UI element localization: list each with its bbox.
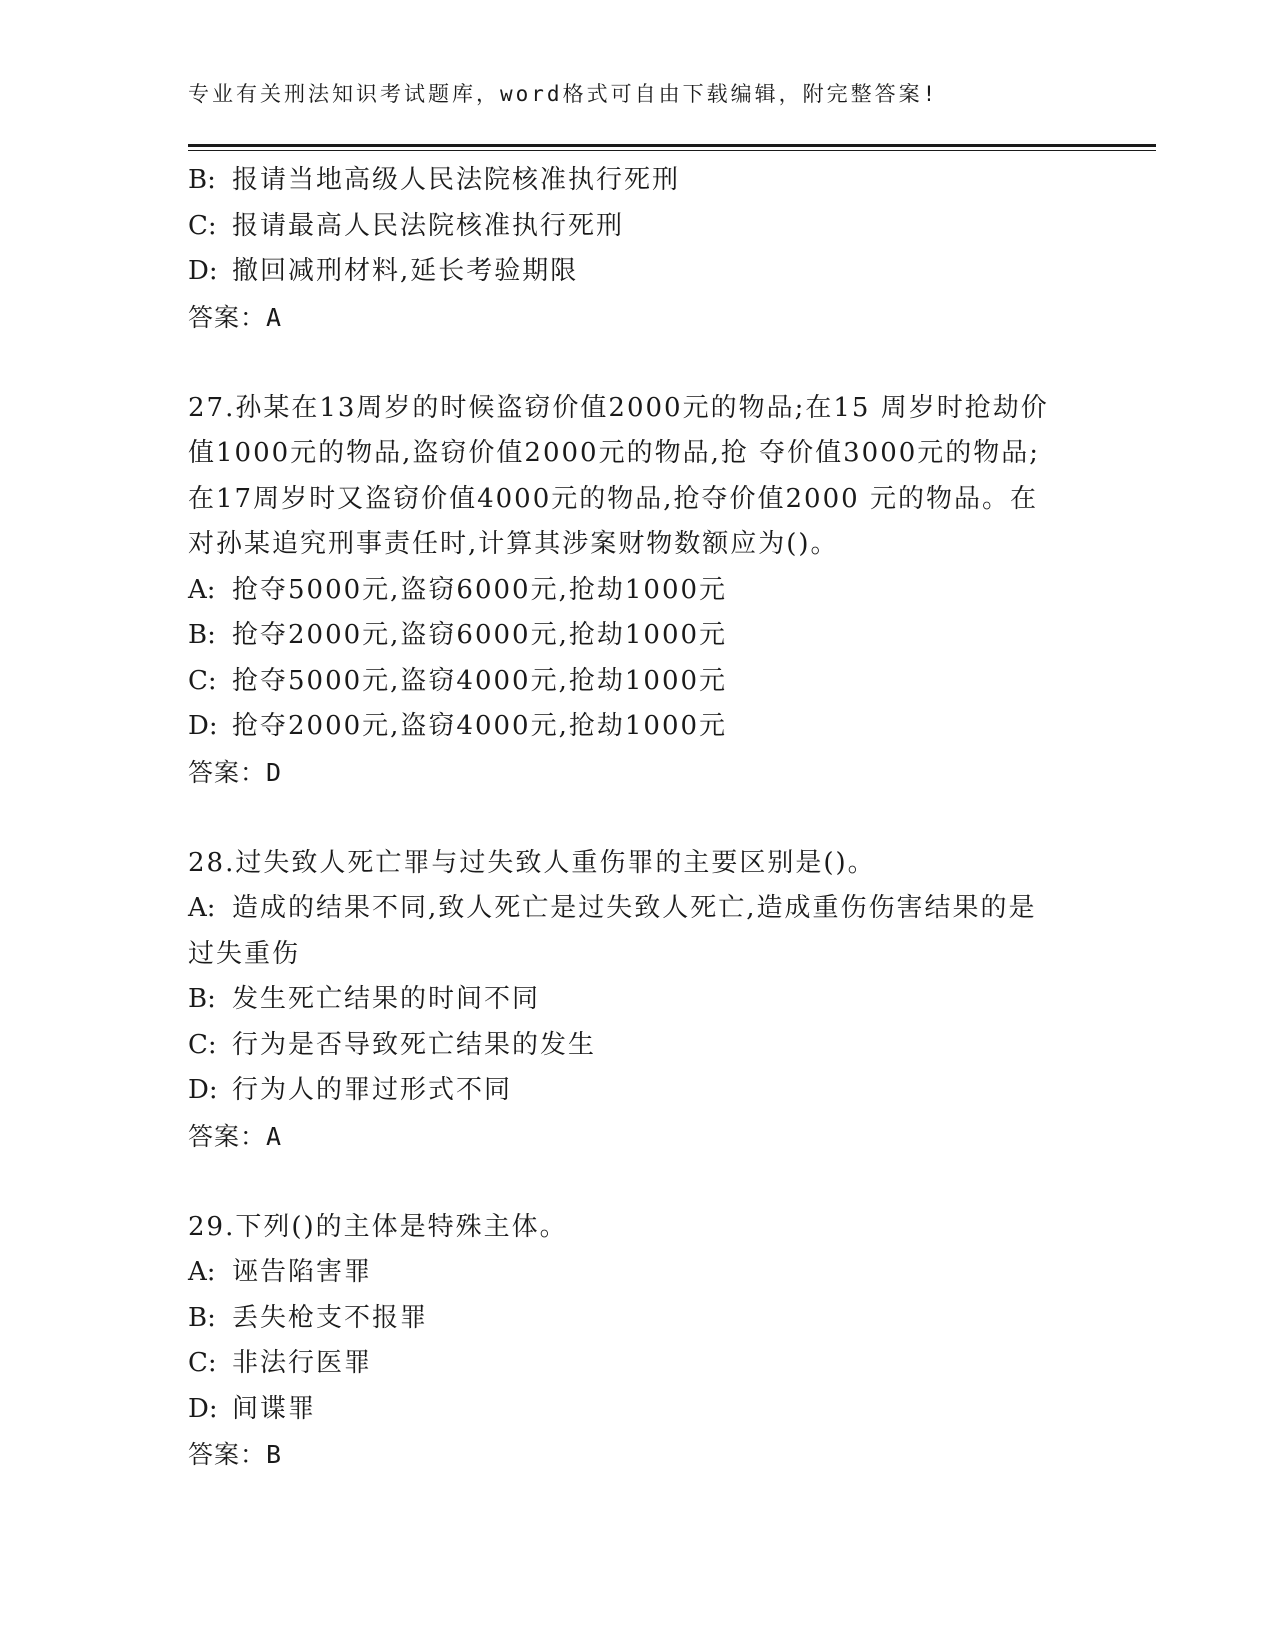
answer-label: 答案： [188, 757, 267, 787]
question-stem: 28.过失致人死亡罪与过失致人重伤罪的主要区别是()。 [188, 847, 876, 878]
option-key: B: [188, 165, 216, 195]
answer-value: A [266, 1121, 283, 1151]
option-a [188, 886, 1108, 932]
option-text: 抢夺5000元,盗窃6000元,抢劫1000元 [232, 574, 728, 605]
spacer [188, 795, 1108, 841]
option-key: D: [188, 256, 218, 286]
option-d [188, 249, 1108, 295]
page-header: 专业有关刑法知识考试题库，word格式可自由下载编辑，附完整答案! [188, 82, 939, 106]
option-d [188, 704, 1108, 750]
option-key: D: [188, 711, 218, 741]
option-key: A: [188, 893, 216, 923]
answer-label: 答案： [188, 1440, 267, 1469]
question-stem-line: 对孙某追究刑事责任时,计算其涉案财物数额应为()。 [188, 529, 839, 559]
option-a [188, 568, 1108, 614]
option-c [188, 1023, 1108, 1069]
option-b [188, 1296, 1108, 1342]
option-text: 抢夺2000元,盗窃4000元,抢劫1000元 [232, 711, 728, 741]
spacer [188, 340, 1108, 386]
option-text: 报请当地高级人民法院核准执行死刑 [232, 165, 681, 195]
option-c [188, 1341, 1108, 1387]
option-text: 非法行医罪 [232, 1348, 373, 1378]
option-text: 间谍罪 [232, 1393, 317, 1424]
option-text: 丢失枪支不报罪 [232, 1302, 429, 1333]
option-text: 报请最高人民法院核准执行死刑 [232, 210, 625, 241]
question-stem-line: 在17周岁时又盗窃价值4000元的物品,抢夺价值2000 元的物品。在 [188, 483, 1038, 514]
option-text: 发生死亡结果的时间不同 [232, 984, 541, 1014]
option-c [188, 204, 1108, 250]
question-29 [188, 1205, 1108, 1478]
option-text: 行为人的罪过形式不同 [232, 1075, 513, 1105]
option-b [188, 613, 1108, 659]
option-text: 撤回减刑材料,延长考验期限 [232, 256, 579, 286]
option-key: B: [188, 1302, 216, 1333]
answer-value: A [266, 302, 283, 332]
question-26 [188, 158, 1108, 340]
option-key: C: [188, 665, 217, 696]
answer [188, 1114, 1108, 1160]
option-text: 抢夺5000元,盗窃4000元,抢劫1000元 [232, 665, 728, 696]
answer-label: 答案： [188, 302, 267, 332]
option-key: B: [188, 984, 216, 1014]
answer [188, 1432, 1108, 1478]
answer [188, 295, 1108, 341]
option-b [188, 158, 1108, 204]
option-text: 行为是否导致死亡结果的发生 [232, 1029, 597, 1060]
option-text: 诬告陷害罪 [232, 1257, 373, 1287]
question-27 [188, 386, 1108, 796]
answer-value: D [266, 757, 283, 787]
question-stem: 29.下列()的主体是特殊主体。 [188, 1211, 568, 1242]
option-key: D: [188, 1393, 218, 1424]
option-c [188, 659, 1108, 705]
header-rule-thin [188, 150, 1156, 151]
option-key: C: [188, 1348, 217, 1378]
question-stem-line: 27.孙某在13周岁的时候盗窃价值2000元的物品;在15 周岁时抢劫价 [188, 392, 1049, 423]
answer [188, 750, 1108, 796]
question-content [188, 158, 1108, 1478]
option-b [188, 977, 1108, 1023]
option-key: A: [188, 1257, 216, 1287]
question-stem-line: 值1000元的物品,盗窃价值2000元的物品,抢 夺价值3000元的物品; [188, 438, 1041, 468]
header-rule-thick [188, 144, 1156, 147]
option-key: B: [188, 620, 216, 650]
option-text: 抢夺2000元,盗窃6000元,抢劫1000元 [232, 620, 728, 650]
option-key: C: [188, 1029, 217, 1060]
option-a-continued: 过失重伤 [188, 938, 301, 969]
answer-value: B [266, 1440, 283, 1469]
option-key: A: [188, 574, 216, 605]
option-d [188, 1068, 1108, 1114]
option-key: D: [188, 1075, 218, 1105]
question-28 [188, 841, 1108, 1160]
answer-label: 答案： [188, 1121, 267, 1151]
option-key: C: [188, 210, 217, 241]
option-text: 造成的结果不同,致人死亡是过失致人死亡,造成重伤伤害结果的是 [232, 893, 1037, 923]
option-a [188, 1250, 1108, 1296]
spacer [188, 1159, 1108, 1205]
option-d [188, 1387, 1108, 1433]
